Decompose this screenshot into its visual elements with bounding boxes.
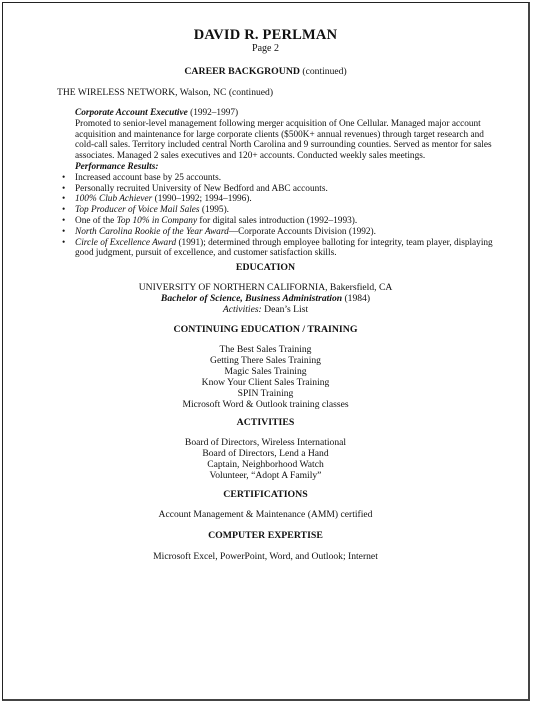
job-block: [62, 108, 505, 259]
education-heading: EDUCATION: [235, 262, 296, 273]
career-heading-line: [3, 66, 528, 77]
career-heading-suffix: (continued): [302, 66, 347, 77]
computer-text: Microsoft Excel, PowerPoint, Word, and Outlook; Internet: [153, 551, 378, 562]
education-activities-label: Activities:: [222, 304, 262, 315]
list-item: Magic Sales Training: [224, 366, 307, 377]
results-label: Performance Results:: [75, 161, 159, 172]
job-summary: Promoted to senior-level management following merger acquisition of One Cellular. Managed major account acquisition and maintenance for large corporate clients ($500K+ annual revenues) through target research and cold-call sales. Territory included central North Carolina and 9 surrounding counties. Served as mentor for sales associates. Managed 2 sales executives and 120+ accounts. Conducted weekly sales meetings.: [75, 118, 492, 162]
education-activities-value: Dean’s List: [261, 304, 309, 315]
list-item: Getting There Sales Training: [210, 355, 321, 366]
list-item: The Best Sales Training: [219, 344, 312, 355]
computer-heading: COMPUTER EXPERTISE: [208, 530, 323, 541]
job-title: Corporate Account Executive: [75, 108, 188, 118]
education-degree-line: [3, 293, 528, 304]
education-degree-year: (1984): [342, 293, 371, 304]
education-degree: Bachelor of Science, Business Administration: [160, 293, 343, 304]
list-item: Captain, Neighborhood Watch: [207, 459, 324, 470]
list-item: Board of Directors, Wireless International: [184, 437, 347, 448]
employer-line: THE WIRELESS NETWORK, Walson, NC (continued): [57, 87, 274, 98]
continuing-heading: CONTINUING EDUCATION / TRAINING: [173, 324, 358, 335]
certifications-text: Account Management & Maintenance (AMM) certified: [158, 509, 373, 520]
job-dates: (1992–1997): [190, 108, 239, 118]
list-item: • Circle of Excellence Award (1991); determined through employee balloting for integrity, team player, displaying good judgment, pursuit of excellence, and customer satisfaction skills.: [62, 237, 493, 259]
list-item: Microsoft Word & Outlook training classes: [182, 399, 349, 410]
resume-page: [2, 2, 530, 701]
job-title-line: [75, 108, 505, 119]
list-item: • Top Producer of Voice Mail Sales (1995).: [62, 205, 229, 216]
list-item: Board of Directors, Lend a Hand: [202, 448, 329, 459]
list-item: Volunteer, “Adopt A Family”: [209, 470, 322, 481]
list-item: SPIN Training: [237, 388, 294, 399]
list-item: • Increased account base by 25 accounts.: [62, 172, 222, 183]
education-activities-line: [3, 304, 528, 315]
list-item: • 100% Club Achiever (1990–1992; 1994–1996).: [62, 194, 252, 205]
list-item: • Personally recruited University of New Bedford and ABC accounts.: [62, 183, 328, 194]
results-list: [62, 172, 505, 259]
career-heading: CAREER BACKGROUND: [184, 66, 301, 77]
education-school: UNIVERSITY OF NORTHERN CALIFORNIA, Bakersfield, CA: [138, 282, 393, 293]
candidate-name: DAVID R. PERLMAN: [193, 27, 338, 43]
list-item: Know Your Client Sales Training: [201, 377, 330, 388]
page-number: Page 2: [252, 43, 279, 54]
list-item: • One of the Top 10% in Company for digital sales introduction (1992–1993).: [62, 215, 358, 226]
activities-heading: ACTIVITIES: [236, 417, 295, 428]
list-item: • North Carolina Rookie of the Year Award—Corporate Accounts Division (1992).: [62, 226, 376, 237]
certifications-heading: CERTIFICATIONS: [223, 489, 308, 500]
